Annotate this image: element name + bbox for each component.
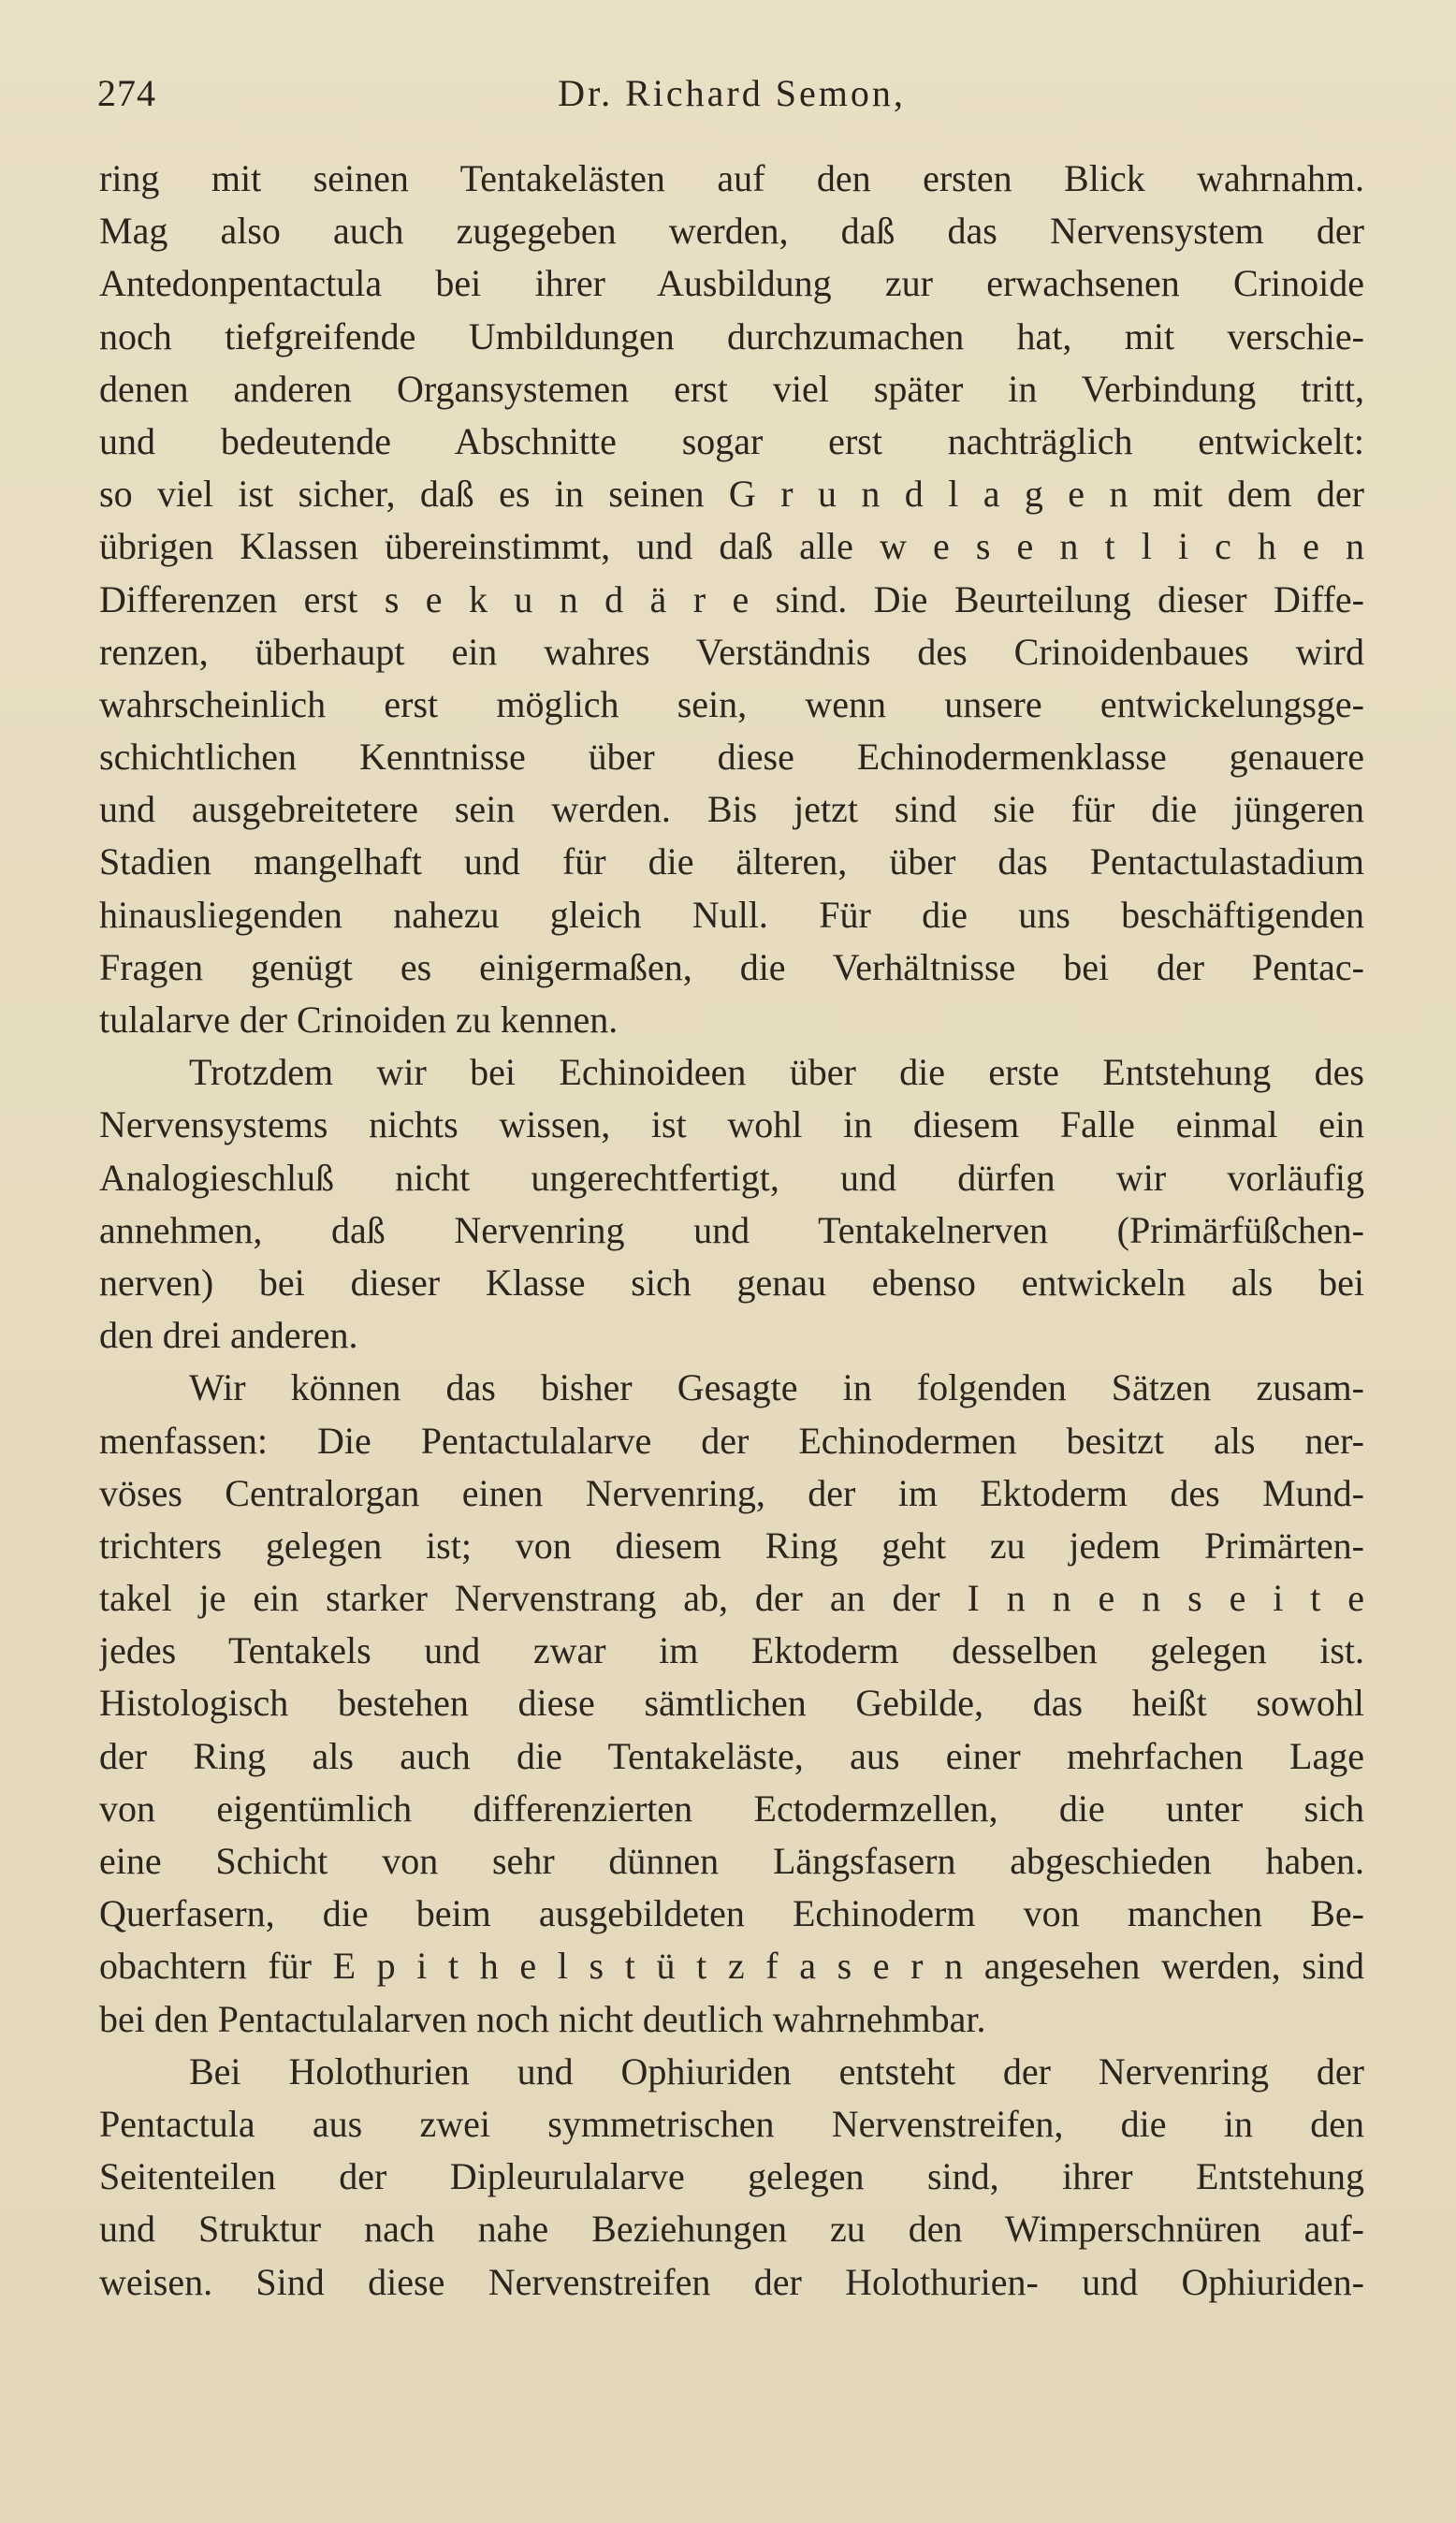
text-line: der Ring als auch die Tentakeläste, aus einer mehrfachen Lage (99, 1734, 1364, 1777)
paragraph (99, 1362, 1364, 2045)
text-line: Querfasern, die beim ausgebildeten Echinoderm von manchen Be- (99, 1892, 1364, 1935)
text-line: Differenzen erst s e k u n d ä r e sind. Die Beurteilung dieser Diffe- (99, 577, 1364, 620)
text-line: von eigentümlich differenzierten Ectodermzellen, die unter sich (99, 1787, 1364, 1830)
text-line: weisen. Sind diese Nervenstreifen der Holothurien- und Ophiuriden- (99, 2260, 1364, 2303)
text-line: ring mit seinen Tentakelästen auf den ersten Blick wahrnahm. (99, 157, 1364, 199)
text-line: bei den Pentactulalarven noch nicht deutlich wahrnehmbar. (99, 1997, 986, 2040)
body-text (99, 153, 1364, 2309)
paragraph (99, 153, 1364, 1046)
text-line: eine Schicht von sehr dünnen Längsfasern abgeschieden haben. (99, 1840, 1364, 1882)
page-number: 274 (97, 72, 156, 114)
text-line: Fragen genügt es einigermaßen, die Verhältnisse bei der Pentac- (99, 945, 1364, 988)
page-header (97, 66, 1366, 122)
text-line: Nervensystems nichts wissen, ist wohl in diesem Falle einmal ein (99, 1103, 1364, 1146)
text-line: trichters gelegen ist; von diesem Ring geht zu jedem Primärten- (99, 1524, 1364, 1567)
text-line: Mag also auch zugegeben werden, daß das Nervensystem der (99, 210, 1364, 253)
text-line: jedes Tentakels und zwar im Ektoderm desselben gelegen ist. (99, 1629, 1364, 1672)
text-line: vöses Centralorgan einen Nervenring, der im Ektoderm des Mund- (99, 1471, 1364, 1514)
text-line: Wir können das bisher Gesagte in folgenden Sätzen zusam- (189, 1366, 1364, 1409)
text-line: Seitenteilen der Dipleurulalarve gelegen sind, ihrer Entstehung (99, 2155, 1364, 2198)
text-line: renzen, überhaupt ein wahres Verständnis des Crinoidenbaues wird (99, 630, 1364, 673)
text-line: schichtlichen Kenntnisse über diese Echinodermenklasse genauere (99, 736, 1364, 779)
text-line: und ausgebreitetere sein werden. Bis jetzt sind sie für die jüngeren (99, 788, 1364, 831)
paragraph (99, 1046, 1364, 1362)
text-line: nerven) bei dieser Klasse sich genau ebenso entwickeln als bei (99, 1261, 1364, 1304)
text-line: Trotzdem wir bei Echinoideen über die erste Entstehung des (189, 1051, 1364, 1094)
text-line: denen anderen Organsystemen erst viel später in Verbindung tritt, (99, 367, 1364, 410)
text-line: menfassen: Die Pentactulalarve der Echinodermen besitzt als ner- (99, 1419, 1364, 1462)
text-line: und Struktur nach nahe Beziehungen zu den Wimperschnüren auf- (99, 2208, 1364, 2251)
text-line: den drei anderen. (99, 1314, 358, 1357)
text-line: Antedonpentactula bei ihrer Ausbildung zur erwachsenen Crinoide (99, 262, 1364, 305)
text-line: annehmen, daß Nervenring und Tentakelnerven (Primärfüßchen- (99, 1208, 1364, 1251)
text-line: Pentactula aus zwei symmetrischen Nervenstreifen, die in den (99, 2102, 1364, 2145)
text-line: hinausliegenden nahezu gleich Null. Für die uns beschäftigenden (99, 893, 1364, 936)
text-line: übrigen Klassen übereinstimmt, und daß alle w e s e n t l i c h e n (99, 525, 1364, 568)
text-line: noch tiefgreifende Umbildungen durchzumachen hat, mit verschie- (99, 314, 1364, 357)
text-line: takel je ein starker Nervenstrang ab, der an der I n n e n s e i t e (99, 1577, 1364, 1620)
text-line: Histologisch bestehen diese sämtlichen Gebilde, das heißt sowohl (99, 1682, 1364, 1725)
text-line: Stadien mangelhaft und für die älteren, über das Pentactulastadium (99, 840, 1364, 883)
text-line: Analogieschluß nicht ungerechtfertigt, und dürfen wir vorläufig (99, 1156, 1364, 1199)
text-line: tulalarve der Crinoiden zu kennen. (99, 999, 619, 1041)
running-head: Dr. Richard Semon, (558, 72, 906, 114)
text-line: wahrscheinlich erst möglich sein, wenn unsere entwickelungsge- (99, 682, 1364, 725)
text-line: obachtern für E p i t h e l s t ü t z f a s e r n angesehen werden, sind (99, 1945, 1364, 1988)
text-line: und bedeutende Abschnitte sogar erst nachträglich entwickelt: (99, 419, 1364, 462)
text-line: so viel ist sicher, daß es in seinen G r u n d l a g e n mit dem der (99, 473, 1364, 516)
text-line: Bei Holothurien und Ophiuriden entsteht der Nervenring der (189, 2049, 1364, 2093)
paragraph (99, 2046, 1364, 2309)
